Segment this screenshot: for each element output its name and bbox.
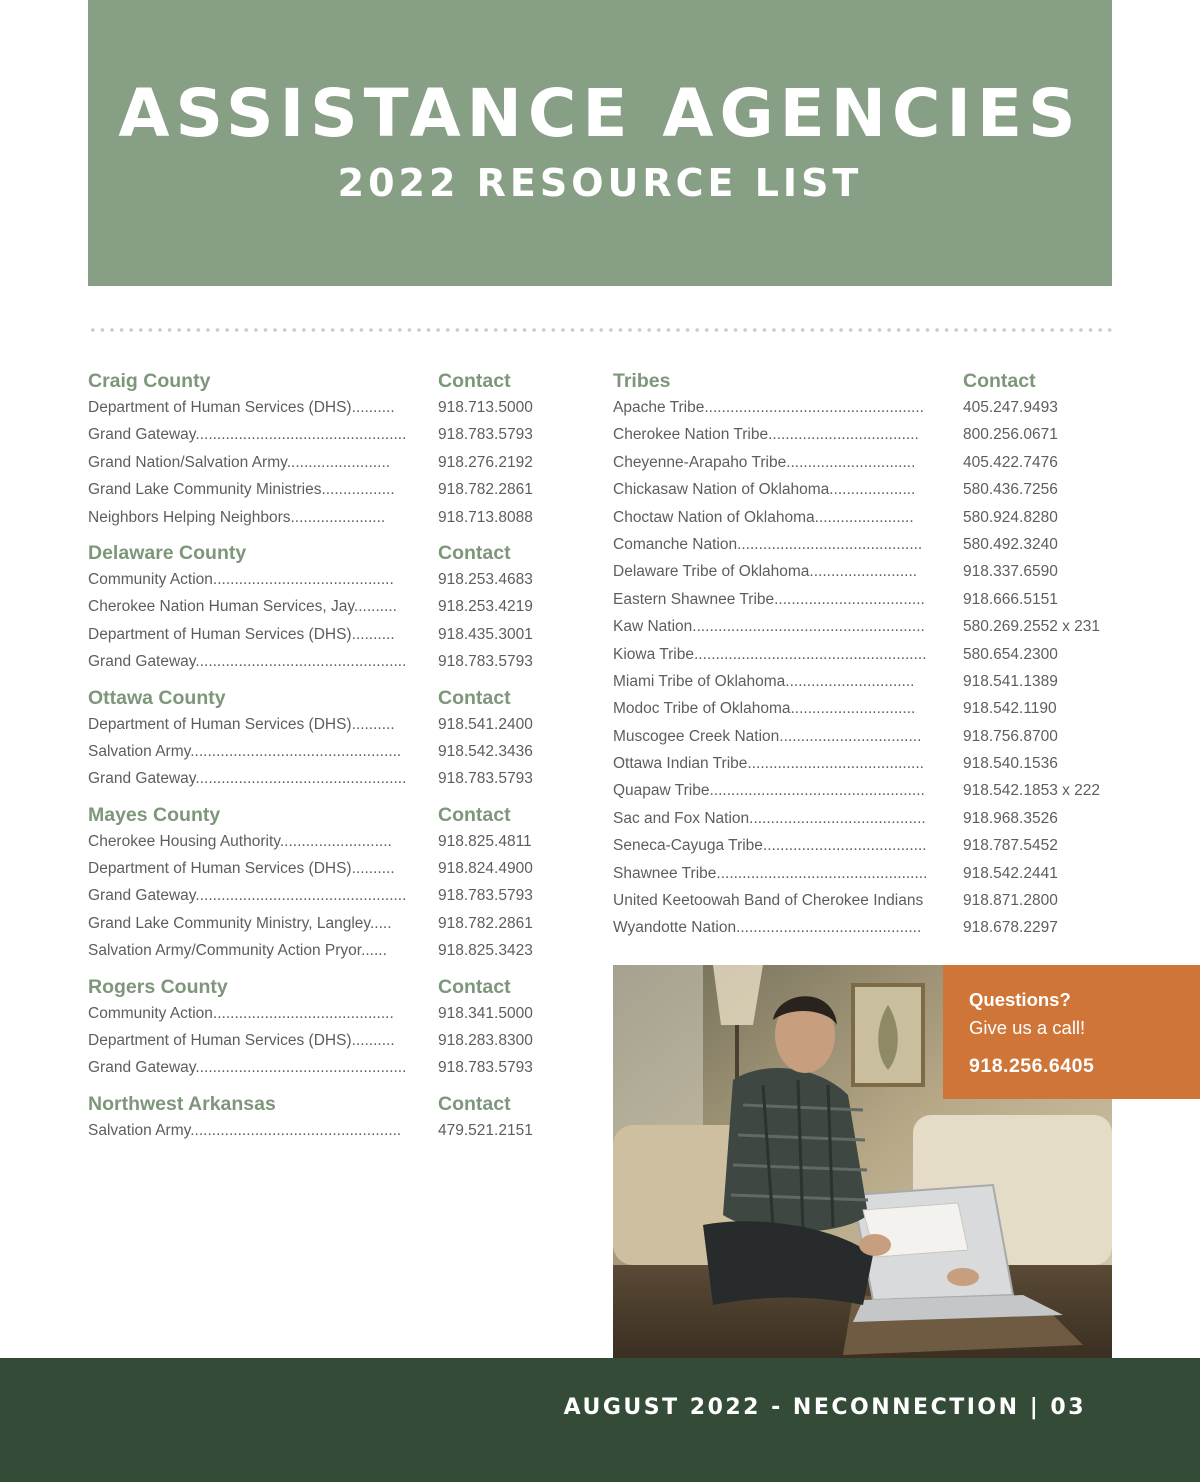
list-item (88, 452, 558, 479)
list-item (88, 741, 558, 768)
section-title: Northwest Arkansas (88, 1092, 276, 1115)
organization-name: Department of Human Services (DHS).......... (88, 399, 395, 416)
organization-name: Department of Human Services (DHS).......... (88, 1032, 395, 1050)
list-item (88, 831, 558, 858)
list-item (88, 507, 558, 534)
phone-number: 918.253.4683 (438, 570, 533, 588)
page-title: ASSISTANCE AGENCIES (118, 75, 1082, 152)
organization-name: Sac and Fox Nation......................................... (613, 809, 926, 827)
section-northwest-arkansas (88, 1091, 558, 1147)
organization-name: Modoc Tribe of Oklahoma............................. (613, 700, 916, 718)
phone-number: 918.783.5793 (438, 1059, 533, 1077)
organization-name: Grand Gateway................................................. (88, 1059, 407, 1077)
list-item (613, 397, 1113, 424)
phone-number: 918.783.5793 (438, 426, 533, 444)
phone-number: 918.542.2441 (963, 864, 1058, 882)
phone-number: 918.782.2861 (438, 914, 533, 932)
section-heading (88, 1091, 558, 1118)
list-item (613, 726, 1113, 753)
organization-name: Shawnee Tribe................................................. (613, 864, 928, 882)
organization-name: Salvation Army................................................. (88, 742, 402, 760)
list-item (613, 890, 1113, 917)
phone-number: 405.247.9493 (963, 399, 1058, 416)
organization-name: Community Action.......................................... (88, 1004, 394, 1022)
phone-number: 800.256.0671 (963, 426, 1058, 444)
callout-phone-number: 918.256.6405 (969, 1055, 1095, 1077)
page-subtitle: 2022 RESOURCE LIST (337, 161, 863, 205)
contact-column-label: Contact (438, 803, 511, 826)
organization-name: Cherokee Nation Human Services, Jay.......... (88, 598, 397, 616)
list-item (88, 479, 558, 506)
phone-number: 918.787.5452 (963, 837, 1058, 855)
questions-callout (943, 965, 1200, 1099)
section-tribes (613, 368, 1113, 945)
section-title: Tribes (613, 370, 671, 392)
contact-column-label: Contact (438, 370, 511, 392)
list-item (613, 534, 1113, 561)
list-item (88, 1057, 558, 1084)
contact-column-label: Contact (438, 1092, 511, 1115)
contact-column-label: Contact (438, 686, 511, 709)
organization-name: Apache Tribe................................................... (613, 399, 924, 416)
list-item (613, 644, 1113, 671)
list-item (88, 768, 558, 795)
tribe-listings (613, 368, 1113, 951)
list-item (613, 616, 1113, 643)
section-heading (88, 540, 558, 567)
section-ottawa-county (88, 685, 558, 796)
phone-number: 918.783.5793 (438, 770, 533, 788)
phone-number: 580.269.2552 x 231 (963, 618, 1101, 636)
section-heading (88, 974, 558, 1001)
phone-number: 918.542.3436 (438, 742, 533, 760)
phone-number: 918.825.3423 (438, 942, 533, 960)
phone-number: 918.435.3001 (438, 625, 533, 643)
section-title: Mayes County (88, 803, 221, 826)
list-item (613, 808, 1113, 835)
phone-number: 918.283.8300 (438, 1032, 533, 1050)
organization-name: Salvation Army................................................. (88, 1121, 402, 1139)
section-heading (88, 368, 558, 395)
header-banner (88, 0, 1112, 286)
contact-column-label: Contact (963, 370, 1036, 392)
section-title: Rogers County (88, 975, 228, 998)
phone-number: 918.337.6590 (963, 563, 1058, 581)
list-item (88, 424, 558, 451)
list-item (613, 589, 1113, 616)
list-item (88, 651, 558, 678)
phone-number: 918.678.2297 (963, 919, 1058, 937)
organization-name: Quapaw Tribe.................................................. (613, 782, 925, 800)
organization-name: Department of Human Services (DHS).......... (88, 715, 395, 733)
callout-prompt: Give us a call! (969, 1017, 1086, 1038)
organization-name: Cheyenne-Arapaho Tribe.............................. (613, 453, 916, 471)
phone-number: 580.492.3240 (963, 535, 1058, 553)
section-title: Delaware County (88, 541, 247, 564)
list-item (88, 858, 558, 885)
organization-name: Cherokee Housing Authority.......................... (88, 832, 392, 850)
organization-name: Cherokee Nation Tribe................................... (613, 426, 919, 444)
list-item (613, 917, 1113, 944)
organization-name: Salvation Army/Community Action Pryor...... (88, 942, 387, 960)
list-item (88, 1120, 558, 1147)
list-item (613, 698, 1113, 725)
phone-number: 580.924.8280 (963, 508, 1058, 526)
section-delaware-county (88, 540, 558, 679)
list-item (88, 913, 558, 940)
organization-name: United Keetoowah Band of Cherokee Indians (613, 892, 924, 910)
list-item (613, 424, 1113, 451)
list-item (613, 835, 1113, 862)
organization-name: Muscogee Creek Nation................................. (613, 727, 922, 745)
phone-number: 405.422.7476 (963, 453, 1058, 471)
organization-name: Eastern Shawnee Tribe................................... (613, 590, 925, 608)
organization-name: Grand Nation/Salvation Army........................ (88, 453, 391, 471)
contact-column-label: Contact (438, 975, 511, 998)
list-item (88, 596, 558, 623)
footer-text: AUGUST 2022 - NECONNECTION | 03 (563, 1395, 1086, 1420)
organization-name: Choctaw Nation of Oklahoma....................... (613, 508, 914, 526)
phone-number: 918.542.1853 x 222 (963, 782, 1101, 800)
callout-question: Questions? (969, 989, 1071, 1010)
list-item (88, 569, 558, 596)
phone-number: 918.825.4811 (438, 832, 532, 850)
list-item (88, 885, 558, 912)
phone-number: 918.783.5793 (438, 653, 533, 671)
organization-name: Wyandotte Nation........................................... (613, 919, 922, 937)
organization-name: Department of Human Services (DHS).......... (88, 625, 395, 643)
section-craig-county (88, 368, 558, 534)
phone-number: 580.654.2300 (963, 645, 1058, 663)
phone-number: 918.871.2800 (963, 892, 1058, 910)
list-item (613, 863, 1113, 890)
phone-number: 918.666.5151 (963, 590, 1058, 608)
organization-name: Miami Tribe of Oklahoma.............................. (613, 672, 915, 690)
organization-name: Grand Gateway................................................. (88, 887, 407, 905)
phone-number: 918.782.2861 (438, 481, 533, 499)
organization-name: Community Action.......................................... (88, 570, 394, 588)
footer-bar (0, 1358, 1200, 1482)
phone-number: 918.542.1190 (963, 700, 1057, 718)
organization-name: Ottawa Indian Tribe......................................... (613, 755, 924, 773)
organization-name: Grand Gateway................................................. (88, 770, 407, 788)
organization-name: Department of Human Services (DHS).......... (88, 860, 395, 878)
list-item (613, 780, 1113, 807)
list-item (88, 397, 558, 424)
phone-number: 918.713.8088 (438, 508, 533, 526)
list-item (613, 479, 1113, 506)
organization-name: Grand Lake Community Ministries................. (88, 481, 395, 499)
organization-name: Delaware Tribe of Oklahoma......................... (613, 563, 918, 581)
phone-number: 918.756.8700 (963, 727, 1058, 745)
county-listings (88, 368, 558, 1153)
list-item (613, 507, 1113, 534)
list-item (613, 561, 1113, 588)
section-heading (613, 368, 1113, 395)
organization-name: Neighbors Helping Neighbors...................... (88, 508, 386, 526)
organization-name: Seneca-Cayuga Tribe...................................... (613, 837, 927, 855)
section-mayes-county (88, 802, 558, 968)
organization-name: Grand Lake Community Ministry, Langley..... (88, 914, 392, 932)
organization-name: Kaw Nation...................................................... (613, 618, 925, 636)
list-item (613, 452, 1113, 479)
organization-name: Chickasaw Nation of Oklahoma.................... (613, 481, 916, 499)
list-item (613, 671, 1113, 698)
phone-number: 918.713.5000 (438, 399, 533, 416)
section-heading (88, 802, 558, 829)
phone-number: 918.540.1536 (963, 755, 1058, 773)
section-heading (88, 685, 558, 712)
organization-name: Comanche Nation........................................... (613, 535, 923, 553)
section-title: Craig County (88, 370, 211, 392)
phone-number: 918.968.3526 (963, 809, 1058, 827)
section-title: Ottawa County (88, 686, 226, 709)
list-item (88, 1003, 558, 1030)
list-item (88, 624, 558, 651)
phone-number: 918.783.5793 (438, 887, 533, 905)
phone-number: 918.341.5000 (438, 1004, 533, 1022)
contact-column-label: Contact (438, 541, 511, 564)
list-item (88, 714, 558, 741)
dotted-divider (88, 328, 1112, 332)
list-item (613, 753, 1113, 780)
organization-name: Grand Gateway................................................. (88, 653, 407, 671)
phone-number: 918.541.1389 (963, 672, 1058, 690)
organization-name: Grand Gateway................................................. (88, 426, 407, 444)
phone-number: 918.253.4219 (438, 598, 533, 616)
section-rogers-county (88, 974, 558, 1085)
phone-number: 918.276.2192 (438, 453, 533, 471)
organization-name: Kiowa Tribe...................................................... (613, 645, 927, 663)
phone-number: 580.436.7256 (963, 481, 1058, 499)
list-item (88, 1030, 558, 1057)
list-item (88, 940, 558, 967)
phone-number: 918.541.2400 (438, 715, 533, 733)
phone-number: 918.824.4900 (438, 860, 533, 878)
phone-number: 479.521.2151 (438, 1121, 533, 1139)
